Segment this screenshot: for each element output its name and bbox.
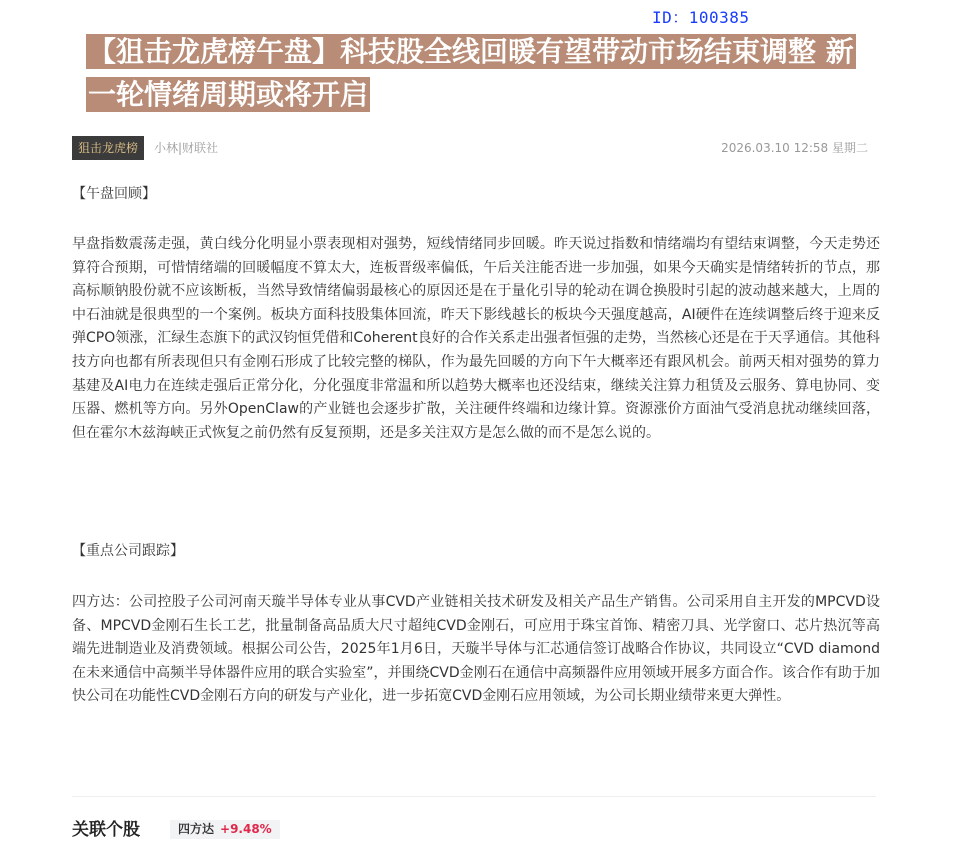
related-stock-chip[interactable]: [170, 820, 280, 839]
article-title: [86, 30, 876, 116]
related-stocks-title: 关联个股: [72, 820, 140, 840]
publish-date: 2026.03.10 12:58 星期二: [721, 141, 868, 155]
article-title-text: 【狙击龙虎榜午盘】科技股全线回暖有望带动市场结束调整 新一轮情绪周期或将开启: [88, 35, 854, 111]
section-body-midday-review: 早盘指数震荡走强，黄白线分化明显小票表现相对强势，短线情绪同步回暖。昨天说过指数和情绪端均有望结束调整，今天走势还算符合预期，可惜情绪端的回暖幅度不算太大，连板晋级率偏低，午后关注能否进一步加强，如果今天确实是情绪转折的节点，那高标顺钠股份就不应该断板，当然导致情绪偏弱最核心的原因还是在于量化引导的轮动在调仓换股时引起的波动越来越大，上周的中石油就是很典型的一个案例。板块方面科技股集体回流，昨天下影线越长的板块今天强度越高，AI硬件在连续调整后终于迎来反弹CPO领涨，汇绿生态旗下的武汉钧恒凭借和Coherent良好的合作关系走出强者恒强的走势，当然核心还是在于天孚通信。其他科技方向也都有所表现但只有金刚石形成了比较完整的梯队，作为最先回暖的方向下午大概率还有跟风机会。前两天相对强势的算力基建及AI电力在连续走强后正常分化，分化强度非常温和所以趋势大概率也还没结束，继续关注算力租赁及云服务、算电协同、变压器、燃机等方向。另外OpenClaw的产业链也会逐步扩散，关注硬件终端和边缘计算。资源涨价方面油气受消息扰动继续回落，但在霍尔木兹海峡正式恢复之前仍然有反复预期，还是多关注双方是怎么做的而不是怎么说的。: [72, 236, 880, 441]
column-badge[interactable]: 狙击龙虎榜: [72, 136, 144, 160]
section-body-company-tracking: 四方达：公司控股子公司河南天璇半导体专业从事CVD产业链相关技术研发及相关产品生产销售。公司采用自主开发的MPCVD设备、MPCVD金刚石生长工艺，批量制备高品质大尺寸超纯CVD金刚石，可应用于珠宝首饰、精密刀具、光学窗口、芯片热沉等高端先进制造业及消费领域。根据公司公告，2025年1月6日，天璇半导体与汇芯通信签订战略合作协议，共同设立“CVD diamond在未来通信中高频半导体器件应用的联合实验室”，并围绕CVD金刚石在通信中高频器件应用领域开展多方面合作。该合作有助于加快公司在功能性CVD金刚石方向的研发与产业化，进一步拓宽CVD金刚石应用领域，为公司长期业绩带来更大弹性。: [72, 594, 880, 705]
article-id-label: ID：100385: [652, 8, 750, 27]
section-heading-company-tracking: 【重点公司跟踪】: [72, 543, 184, 559]
section-heading-midday-review: 【午盘回顾】: [72, 186, 156, 202]
author-label: 小林|财联社: [154, 141, 219, 155]
article-meta: [72, 136, 868, 160]
divider: [72, 796, 876, 797]
stock-change: +9.48%: [220, 822, 272, 836]
stock-name: 四方达: [178, 822, 215, 836]
